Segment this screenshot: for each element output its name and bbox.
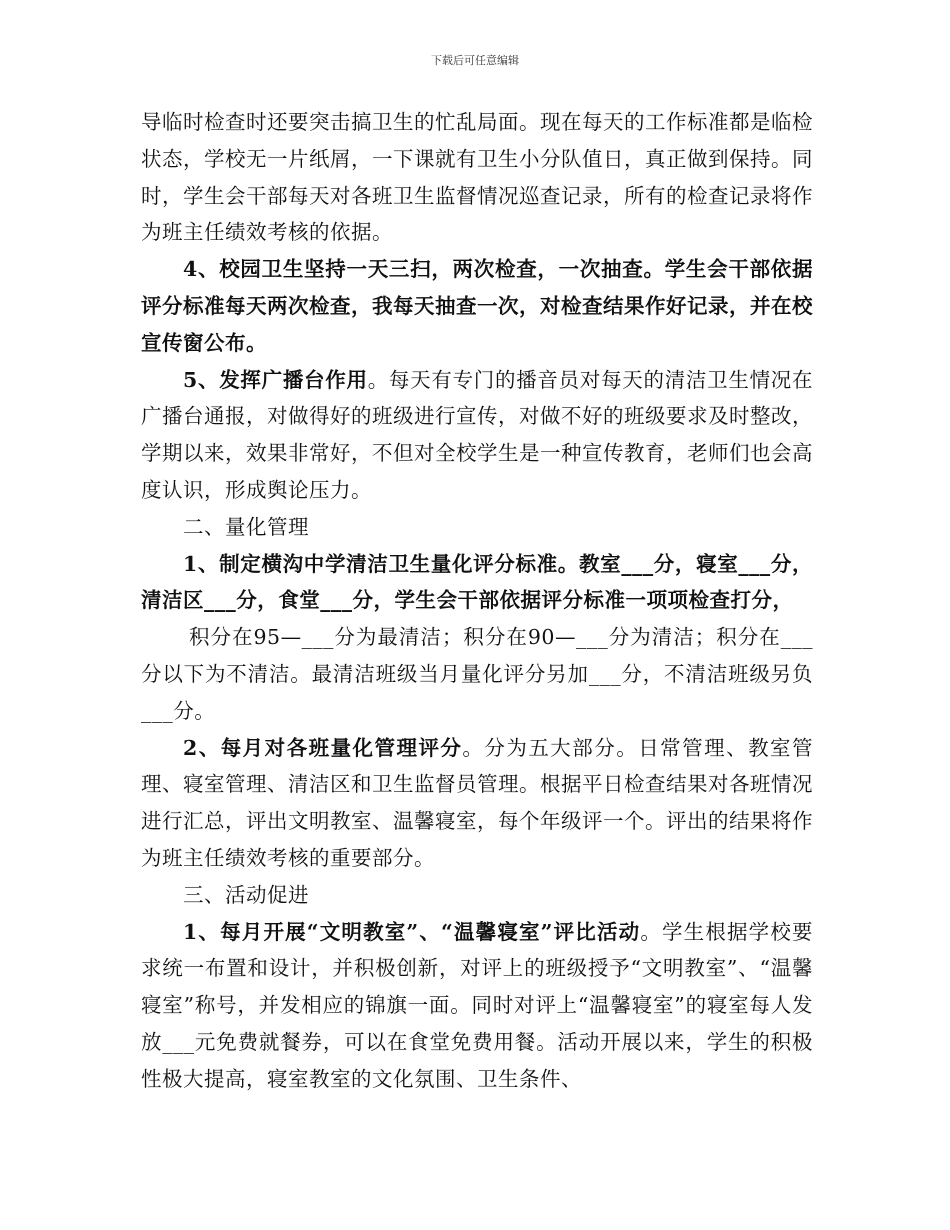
section-heading-activity-promotion bbox=[141, 877, 813, 914]
paragraph-broadcast bbox=[141, 362, 813, 509]
paragraph-bold-lead: 1、制定横沟中学清洁卫生量化评分标准。教室___分，寝室___分，清洁区___分，食堂___分，学生会干部依据评分标准一项项检查打分， bbox=[141, 551, 813, 613]
paragraph-scoring-standard bbox=[141, 546, 813, 620]
paragraph-monthly-evaluation bbox=[141, 730, 813, 877]
paragraph-text: 导临时检查时还要突击搞卫生的忙乱局面。现在每天的工作标准都是临检状态，学校无一片纸屑，一下课就有卫生小分队值日，真正做到保持。同时，学生会干部每天对各班卫生监督情况巡查记录，所有的检查记录将作为班主任绩效考核的依据。 bbox=[141, 110, 813, 245]
paragraph-score-ranges bbox=[141, 619, 813, 729]
paragraph-text: 积分在95—___分为最清洁；积分在90—___分为清洁；积分在___分以下为不清洁。最清洁班级当月量化评分另加___分，不清洁班级另负___分。 bbox=[141, 625, 813, 723]
paragraph-bold-lead: 4、校园卫生坚持一天三扫，两次检查，一次抽查。学生会干部依据评分标准每天两次检查，我每天抽查一次，对检查结果作好记录，并在校宣传窗公布。 bbox=[141, 257, 813, 355]
paragraph-civilized-classroom bbox=[141, 914, 813, 1098]
paragraph-inspection-records bbox=[141, 104, 813, 251]
section-heading-text: 二、量化管理 bbox=[183, 514, 309, 539]
paragraph-text: 。每天有专门的播音员对每天的清洁卫生情况在广播台通报，对做得好的班级进行宣传，对做不好的班级要求及时整改，学期以来，效果非常好，不但对全校学生是一种宣传教育，老师们也会高度认识，形成舆论压力。 bbox=[141, 367, 814, 502]
document-body bbox=[141, 104, 813, 1098]
section-heading-quantified-management bbox=[141, 509, 813, 546]
paragraph-bold-lead: 5、发挥广播台作用 bbox=[183, 367, 368, 392]
paragraph-text: 。学生根据学校要求统一布置和设计，并积极创新，对评上的班级授予“文明教室”、“温馨寝室”称号，并发相应的锦旗一面。同时对评上“温馨寝室”的寝室每人发放___元免费就餐券，可以在食堂免费用餐。活动开展以来，学生的积极性极大提高，寝室教室的文化氛围、卫生条件、 bbox=[141, 919, 813, 1091]
paragraph-text: 。分为五大部分。日常管理、教室管理、寝室管理、清洁区和卫生监督员管理。根据平日检查结果对各班情况进行汇总，评出文明教室、温馨寝室，每个年级评一个。评出的结果将作为班主任绩效考核的重要部分。 bbox=[141, 735, 814, 870]
page-header-note: 下载后可任意编辑 bbox=[431, 54, 519, 67]
section-heading-text: 三、活动促进 bbox=[183, 882, 309, 907]
paragraph-three-sweeps bbox=[141, 251, 813, 361]
paragraph-bold-lead: 2、每月对各班量化管理评分 bbox=[183, 735, 463, 760]
paragraph-bold-lead: 1、每月开展“文明教室”、“温馨寝室”评比活动 bbox=[183, 919, 641, 944]
